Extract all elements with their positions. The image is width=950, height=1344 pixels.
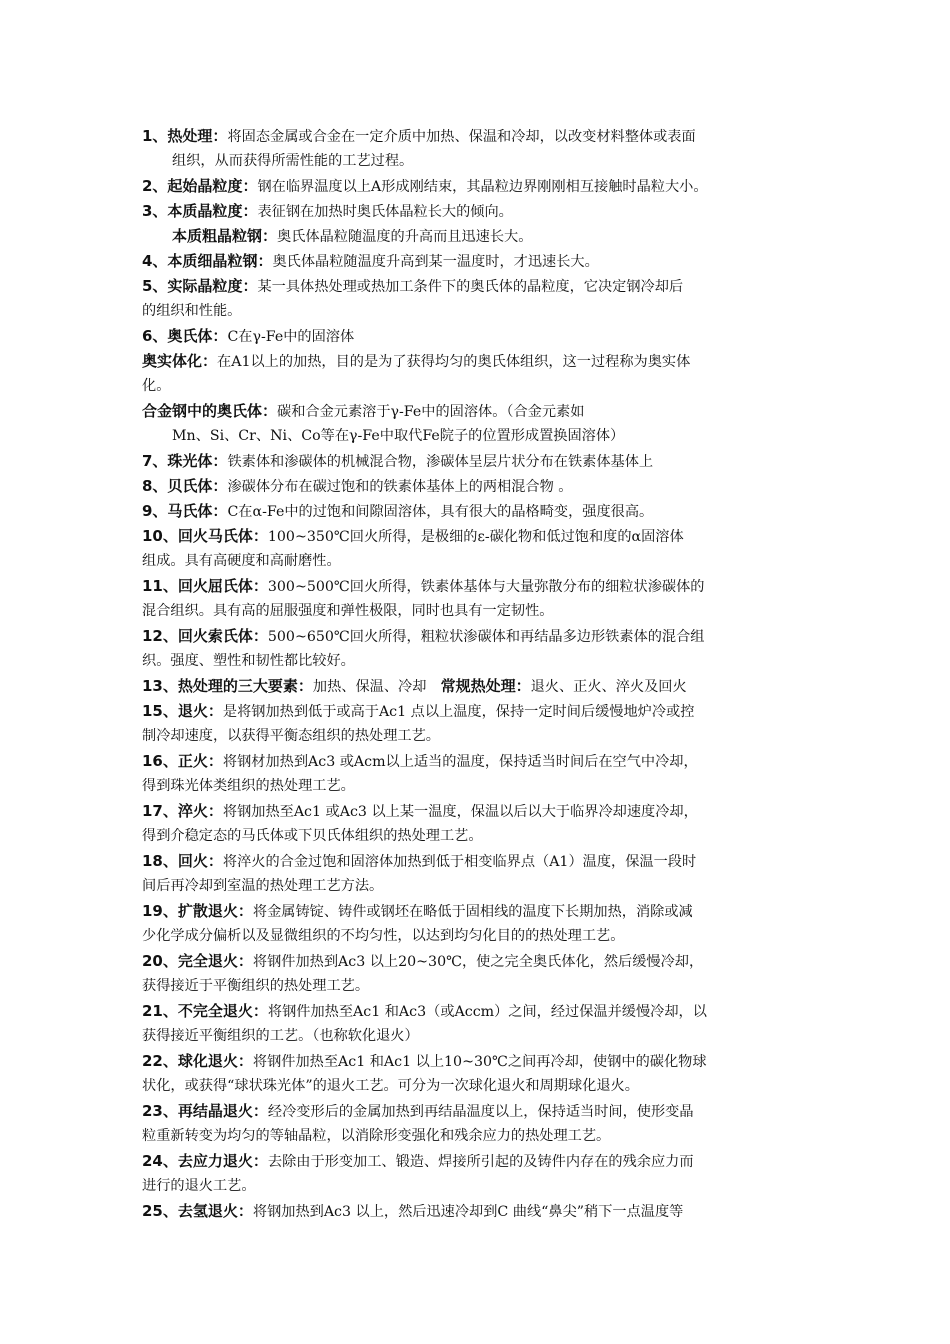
term-label: 4、本质细晶粒钢： bbox=[142, 252, 273, 270]
text-line bbox=[142, 599, 822, 624]
line-text: C在α-Fe中的过饱和间隙固溶体，具有很大的晶格畸变，强度很高。 bbox=[227, 504, 654, 520]
line-text: 将淬火的合金过饱和固溶体加热到低于相变临界点（A1）温度，保温一段时 bbox=[222, 854, 697, 870]
text-line bbox=[142, 1099, 822, 1124]
line-text: 得到介稳定态的马氏体或下贝氏体组织的热处理工艺。 bbox=[142, 828, 483, 844]
term-label: 7、珠光体： bbox=[142, 452, 228, 470]
line-text: 将钢件加热到Ac3 以上20~30℃，使之完全奥氏体化，然后缓慢冷却， bbox=[252, 954, 704, 970]
text-line bbox=[142, 849, 822, 874]
text-line bbox=[142, 1049, 822, 1074]
document-body bbox=[142, 124, 822, 1224]
line-text: 某一具体热处理或热加工条件下的奥氏体的晶粒度，它决定钢冷却后 bbox=[257, 279, 684, 295]
text-line bbox=[142, 274, 822, 299]
line-text: 退火、正火、淬火及回火 bbox=[530, 679, 687, 695]
text-line bbox=[142, 174, 822, 199]
text-line bbox=[142, 649, 822, 674]
term-label: 9、马氏体： bbox=[142, 502, 228, 520]
line-text: 组成。具有高硬度和高耐磨性。 bbox=[142, 553, 341, 569]
line-text: 将钢材加热到Ac3 或Acm以上适当的温度，保持适当时间后在空气中冷却， bbox=[222, 754, 698, 770]
line-text: 织。强度、塑性和韧性都比较好。 bbox=[142, 653, 355, 669]
line-text: 混合组织。具有高的屈服强度和弹性极限，同时也具有一定韧性。 bbox=[142, 603, 554, 619]
line-text: 是将钢加热到低于或高于Ac1 点以上温度，保持一定时间后缓慢地炉冷或控 bbox=[222, 704, 695, 720]
term-label: 合金钢中的奥氏体： bbox=[142, 402, 278, 420]
term-label: 5、实际晶粒度： bbox=[142, 277, 258, 295]
text-line bbox=[142, 574, 822, 599]
text-line bbox=[142, 674, 822, 699]
line-text: 500~650℃回火所得，粗粒状渗碳体和再结晶多边形铁素体的混合组 bbox=[267, 629, 705, 645]
line-text: 100~350℃回火所得，是极细的ε-碳化物和低过饱和度的α固溶体 bbox=[267, 529, 684, 545]
text-line bbox=[142, 474, 822, 499]
line-text: 间后再冷却到室温的热处理工艺方法。 bbox=[142, 878, 384, 894]
text-line bbox=[142, 124, 822, 149]
text-line bbox=[142, 324, 822, 349]
line-text: 奥氏体晶粒随温度升高到某一温度时，才迅速长大。 bbox=[272, 254, 599, 270]
text-line bbox=[142, 374, 822, 399]
line-text: 经冷变形后的金属加热到再结晶温度以上，保持适当时间，使形变晶 bbox=[267, 1104, 694, 1120]
text-line bbox=[142, 699, 822, 724]
term-label: 25、去氢退火： bbox=[142, 1202, 253, 1220]
term-label: 21、不完全退火： bbox=[142, 1002, 268, 1020]
text-line bbox=[142, 1024, 822, 1049]
text-line bbox=[142, 924, 822, 949]
term-label: 奥实体化： bbox=[142, 352, 218, 370]
line-text: 的组织和性能。 bbox=[142, 303, 242, 319]
term-label: 2、起始晶粒度： bbox=[142, 177, 258, 195]
term-label: 19、扩散退火： bbox=[142, 902, 253, 920]
term-label: 6、奥氏体： bbox=[142, 327, 228, 345]
text-line bbox=[142, 749, 822, 774]
term-label: 本质粗晶粒钢： bbox=[172, 227, 278, 245]
line-text: C在γ-Fe中的固溶体 bbox=[227, 329, 355, 345]
text-line bbox=[142, 249, 822, 274]
term-label: 8、贝氏体： bbox=[142, 477, 228, 495]
line-text: 将钢件加热至Ac1 和Ac1 以上10~30℃之间再冷却，使钢中的碳化物球 bbox=[252, 1054, 707, 1070]
line-text: 将钢加热到Ac3 以上，然后迅速冷却到C 曲线“鼻尖”稍下一点温度等 bbox=[252, 1204, 684, 1220]
text-line bbox=[142, 1124, 822, 1149]
text-line bbox=[142, 624, 822, 649]
line-text: 将钢加热至Ac1 或Ac3 以上某一温度，保温以后以大于临界冷却速度冷却， bbox=[222, 804, 698, 820]
line-text: 奥氏体晶粒随温度的升高而且迅速长大。 bbox=[277, 229, 533, 245]
text-line bbox=[142, 724, 822, 749]
text-line bbox=[142, 349, 822, 374]
text-line bbox=[142, 874, 822, 899]
line-text: 钢在临界温度以上A形成刚结束，其晶粒边界刚刚相互接触时晶粒大小。 bbox=[257, 179, 708, 195]
line-text: 加热、保温、冷却 bbox=[312, 679, 441, 695]
text-line bbox=[142, 824, 822, 849]
text-line bbox=[142, 449, 822, 474]
line-text: Mn、Si、Cr、Ni、Co等在γ-Fe中取代Fe院子的位置形成置换固溶体） bbox=[172, 428, 625, 444]
text-line bbox=[142, 899, 822, 924]
text-line bbox=[142, 424, 822, 449]
term-label: 12、回火索氏体： bbox=[142, 627, 268, 645]
line-text: 粒重新转变为均匀的等轴晶粒，以消除形变强化和残余应力的热处理工艺。 bbox=[142, 1128, 611, 1144]
line-text: 表征钢在加热时奥氏体晶粒长大的倾向。 bbox=[257, 204, 513, 220]
line-text: 制冷却速度，以获得平衡态组织的热处理工艺。 bbox=[142, 728, 440, 744]
term-label: 3、本质晶粒度： bbox=[142, 202, 258, 220]
line-text: 渗碳体分布在碳过饱和的铁素体基体上的两相混合物 。 bbox=[227, 479, 573, 495]
text-line bbox=[142, 224, 822, 249]
line-text: 300~500℃回火所得，铁素体基体与大量弥散分布的细粒状渗碳体的 bbox=[267, 579, 705, 595]
term-label: 10、回火马氏体： bbox=[142, 527, 268, 545]
line-text: 组织，从而获得所需性能的工艺过程。 bbox=[172, 153, 414, 169]
text-line bbox=[142, 299, 822, 324]
line-text: 少化学成分偏析以及显微组织的不均匀性，以达到均匀化目的的热处理工艺。 bbox=[142, 928, 625, 944]
line-text: 得到珠光体类组织的热处理工艺。 bbox=[142, 778, 355, 794]
line-text: 将金属铸锭、铸件或钢坯在略低于固相线的温度下长期加热，消除或减 bbox=[252, 904, 693, 920]
line-text: 状化，或获得“球状珠光体”的退火工艺。可分为一次球化退火和周期球化退火。 bbox=[142, 1078, 639, 1094]
text-line bbox=[142, 499, 822, 524]
text-line bbox=[142, 799, 822, 824]
line-text: 获得接近于平衡组织的热处理工艺。 bbox=[142, 978, 370, 994]
line-text: 在A1以上的加热，目的是为了获得均匀的奥氏体组织，这一过程称为奥实体 bbox=[217, 354, 691, 370]
line-text: 获得接近平衡组织的工艺。（也称软化退火） bbox=[142, 1028, 419, 1044]
term-label: 16、正火： bbox=[142, 752, 223, 770]
text-line bbox=[142, 1199, 822, 1224]
text-line bbox=[142, 199, 822, 224]
text-line bbox=[142, 1149, 822, 1174]
line-text: 去除由于形变加工、锻造、焊接所引起的及铸件内存在的残余应力而 bbox=[267, 1154, 694, 1170]
term-label: 17、淬火： bbox=[142, 802, 223, 820]
line-text: 将固态金属或合金在一定介质中加热、保温和冷却，以改变材料整体或表面 bbox=[227, 129, 696, 145]
text-line bbox=[142, 399, 822, 424]
text-line bbox=[142, 974, 822, 999]
text-line bbox=[142, 774, 822, 799]
term-label: 1、热处理： bbox=[142, 127, 228, 145]
text-line bbox=[142, 149, 822, 174]
text-line bbox=[142, 1074, 822, 1099]
term-label: 11、回火屈氏体： bbox=[142, 577, 268, 595]
term-label: 24、去应力退火： bbox=[142, 1152, 268, 1170]
line-text: 铁素体和渗碳体的机械混合物，渗碳体呈层片状分布在铁素体基体上 bbox=[227, 454, 654, 470]
line-text: 化。 bbox=[142, 378, 171, 394]
line-text: 将钢件加热至Ac1 和Ac3（或Accm）之间，经过保温并缓慢冷却，以 bbox=[267, 1004, 707, 1020]
text-line bbox=[142, 949, 822, 974]
text-line bbox=[142, 549, 822, 574]
term-label: 23、再结晶退火： bbox=[142, 1102, 268, 1120]
line-text: 碳和合金元素溶于γ-Fe中的固溶体。（合金元素如 bbox=[277, 404, 585, 420]
term-label: 22、球化退火： bbox=[142, 1052, 253, 1070]
term-label: 15、退火： bbox=[142, 702, 223, 720]
text-line bbox=[142, 999, 822, 1024]
line-text: 进行的退火工艺。 bbox=[142, 1178, 256, 1194]
term-label: 常规热处理： bbox=[440, 677, 531, 695]
term-label: 18、回火： bbox=[142, 852, 223, 870]
text-line bbox=[142, 1174, 822, 1199]
term-label: 13、热处理的三大要素： bbox=[142, 677, 313, 695]
text-line bbox=[142, 524, 822, 549]
term-label: 20、完全退火： bbox=[142, 952, 253, 970]
